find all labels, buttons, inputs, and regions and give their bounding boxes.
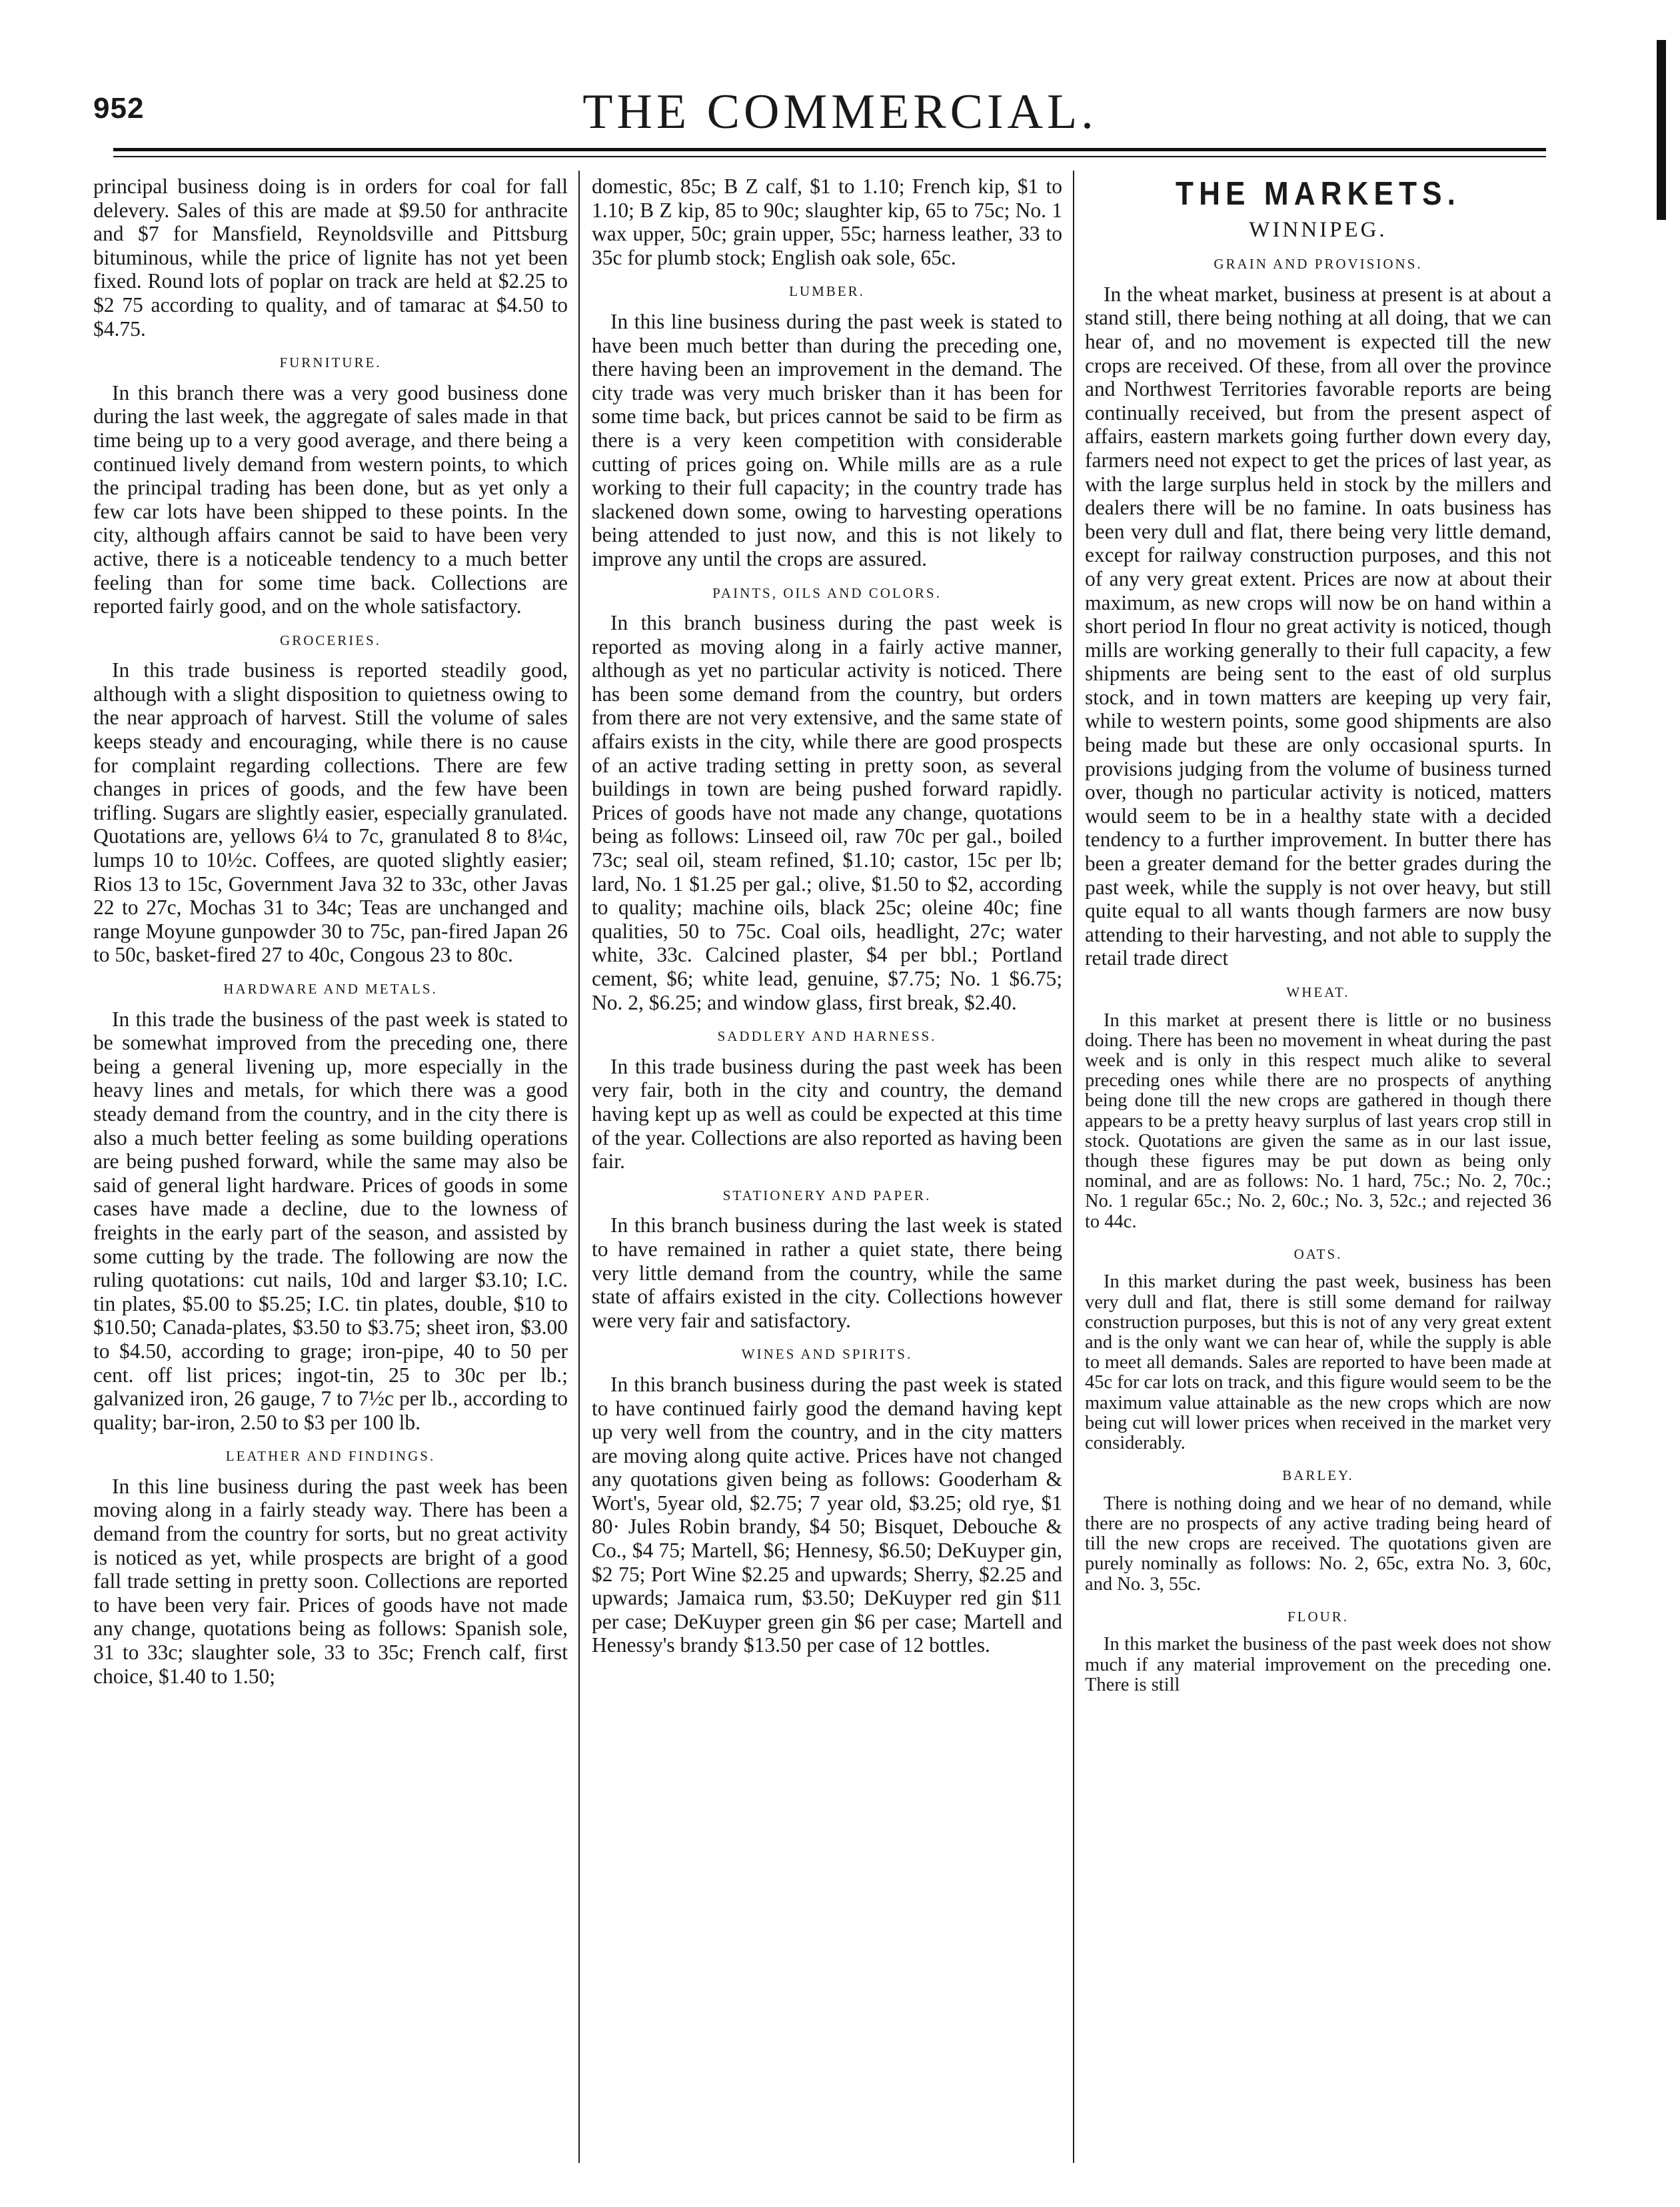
section-heading-stationery: STATIONERY AND PAPER. — [722, 1187, 932, 1203]
saddlery-paragraph: In this trade business during the past week has been very fair, both in the city and country, the demand having kept up as well as could be expected at this time of the year. Collections are also reported as having been fair. — [592, 1054, 1062, 1173]
groceries-paragraph: In this trade business is reported steadily good, although with a slight disposition to quietness owing to the near approach of harvest. Still the volume of sales keeps steady and encouraging, while there is no cause for complaint regarding collections. There are few changes in prices of goods, and the few have been trifling. Sugars are slightly easier, especially granulated. Quotations are, yellows 6¼ to 7c, granulated 8 to 8¼c, lumps 10 to 10½c. Coffees, are quoted slightly easier; Rios 13 to 15c, Government Java 32 to 33c, other Javas 22 to 27c, Mochas 31 to 34c; Teas are unchanged and range Moyune gunpowder 30 to 75c, pan-fired Japan 26 to 50c, basket-fired 27 to 40c, Congous 23 to 80c. — [93, 658, 568, 967]
section-heading-flour: FLOUR. — [1287, 1608, 1349, 1625]
stationery-paragraph: In this branch business during the last week is stated to have remained in rather a quiet state, there being very little demand from the country, while the same state of affairs existed in the city. Collections however were very fair and satisfactory. — [592, 1213, 1062, 1332]
city-heading: WINNIPEG. — [1249, 217, 1387, 242]
coal-paragraph: principal business doing is in orders for coal for fall delevery. Sales of this are made at $9.50 for anthracite and $7 for Mansfield, Reynoldsville and Pittsburg bituminous, while the price of lignite has not yet been fixed. Round lots of poplar on track are held at $2.25 to $2 75 according to quality, and of tamarac at $4.50 to $4.75. — [93, 175, 568, 341]
flour-paragraph: In this market the business of the past week does not show much if any material improvement on the preceding one. There is still — [1085, 1634, 1551, 1695]
section-heading-barley: BARLEY. — [1282, 1467, 1354, 1484]
section-heading-lumber: LUMBER. — [789, 283, 865, 300]
section-heading-furniture: FURNITURE. — [279, 355, 382, 371]
section-heading-groceries: GROCERIES. — [280, 632, 381, 648]
column-3 — [1085, 175, 1551, 1695]
markets-title: THE MARKETS. — [1176, 176, 1461, 212]
section-heading-oats: OATS. — [1293, 1245, 1343, 1262]
column-divider-1 — [578, 171, 580, 2163]
section-heading-wines: WINES AND SPIRITS. — [741, 1346, 913, 1363]
column-divider-2 — [1073, 171, 1074, 2163]
paints-paragraph: In this branch business during the past week is reported as moving along in a fairly active manner, although as yet no particular activity is noticed. There has been some demand from the country, but orders from there are not very extensive, and the same state of affairs exists in the city, while there are good prospects of an active trading setting in pretty soon, as several buildings in town are being pushed forward rapidly. Prices of goods have not made any change, quotations being as follows: Linseed oil, raw 70c per gal., boiled 73c; seal oil, steam refined, $1.10; castor, 15c per lb; lard, No. 1 $1.25 per gal.; olive, $1.50 to $2, according to quality; machine oils, black 25c; oleine 40c; fine qualities, 50 to 75c. Coal oils, headlight, 27c; water white, 33c. Calcined plaster, $4 per bbl.; Portland cement, $6; white lead, genuine, $7.75; No. 1 $6.75; No. 2, $6.25; and window glass, first break, $2.40. — [592, 611, 1062, 1014]
grain-paragraph: In the wheat market, business at present is at about a stand still, there being nothing at all doing, that we can hear of, and no movement is expected till the new crops are received. Of these, from all over the province and Northwest Territories favorable reports are being continually received, but from the present aspect of affairs, eastern markets going further down every day, farmers need not expect to get the prices of last year, as with the large surplus held in stock by the millers and dealers there will be no famine. In oats business has been very dull and flat, there being very little demand, except for railway construction purposes, and this not of any very great extent. Prices are now at about their maximum, as new crops will now be on hand within a short period In flour no great activity is noticed, though mills are working generally to their full capacity, a few shipments are being sent to the east of old surplus stock, and in town matters are keeping up very fair, while to western points, some good shipments are also being made but these are only occasional spurts. In provisions judging from the volume of business turned over, though no particular activity is noticed, matters would seem to be in a healthy state with a decided tendency to a further improvement. In butter there has been a greater demand for the better grades during the past week, while the supply is not over heavy, but still quite equal to all wants though farmers are now busy attending to their harvesting, and not able to supply the retail trade direct — [1085, 282, 1551, 970]
hardware-paragraph: In this trade the business of the past week is stated to be somewhat improved from the preceding one, there being a general livening up, more especially in the heavy lines and metals, for which there was a good steady demand from the country, and in the city there is also a much better feeling as some building operations are being pushed forward, while the same may also be said of general light hardware. Prices of goods in some cases have made a decline, due to the lowness of freights in the early part of the season, and assisted by some cutting by the trade. The following are now the ruling quotations: cut nails, 10d and larger $3.10; I.C. tin plates, $5.00 to $5.25; I.C. tin plates, double, $10 to $10.50; Canada-plates, $3.50 to $3.75; sheet iron, $3.00 to $4.50, according to grage; iron-pipe, 40 to 50 per cent. off list prices; ingot-tin, 25 to 30c per lb.; galvanized iron, 26 gauge, 7 to 7½c per lb., according to quality; bar-iron, 2.50 to $3 per 100 lb. — [93, 1007, 568, 1434]
page-number: 952 — [93, 92, 145, 125]
masthead: THE COMMERCIAL. — [582, 85, 1098, 139]
column-1 — [93, 175, 568, 1688]
furniture-paragraph: In this branch there was a very good business done during the last week, the aggregate of sales made in that time being up to a very good average, and there being a continued lively demand from western points, to which the principal trading has been done, but as yet only a few car lots have been shipped to these points. In the city, although affairs cannot be said to have been very active, there is a noticeable tendency to a much better feeling than for some time back. Collections are reported fairly good, and on the whole satisfactory. — [93, 380, 568, 618]
section-heading-saddlery: SADDLERY AND HARNESS. — [717, 1028, 937, 1045]
oats-paragraph: In this market during the past week, business has been very dull and flat, there is still some demand for railway construction purposes, but this is not of any very great extent and is the only want we can hear of, while the supply is able to meet all demands. Sales are reported to have been made at 45c for car lots on track, and this figure would seem to be the maximum value attainable as the new crops which are now being cut will lower prices when received in the market very considerably. — [1085, 1271, 1551, 1454]
masthead-rule-thick — [113, 148, 1546, 151]
leather-paragraph: In this line business during the past week has been moving along in a fairly steady way. There has been a demand from the country for sorts, but no great activity is noticed as yet, while prospects are bright of a good fall trade setting in pretty soon. Collections are reported to have been very fair. Prices of goods have not made any change, quotations being as follows: Spanish sole, 31 to 33c; slaughter sole, 33 to 35c; French calf, first choice, $1.40 to 1.50; — [93, 1474, 568, 1688]
column-2 — [592, 175, 1062, 1657]
wheat-paragraph: In this market at present there is little or no business doing. There has been no movement in wheat during the past week and is only in this respect much alike to several preceding ones while there are no prospects of anything being done till the new crops are gathered in though there appears to be a pretty heavy surplus of last years crop still in stock. Quotations are given the same as in our last issue, though these figures may be put down as being only nominal, and are as follows: No. 1 hard, 75c.; No. 2, 70c.; No. 1 regular 65c.; No. 2, 60c.; No. 3, 52c.; and rejected 36 to 44c. — [1085, 1010, 1551, 1232]
wines-paragraph: In this branch business during the past week is stated to have continued fairly good the demand having kept up very well from the country, and in the city matters are moving along quite active. Prices have not changed any quotations given being as follows: Gooderham & Wort's, 5year old, $2.75; 7 year old, $3.25; old rye, $1 80· Jules Robin brandy, $4 50; Bisquet, Debouche & Co., $4 75; Martell, $6; Hennesy, $6.50; DeKuyper gin, $2 75; Port Wine $2.25 and upwards; Sherry, $2.25 and upwards; Jamaica rum, $3.50; DeKuyper red gin $11 per case; DeKuyper green gin $6 per case; Martell and Henessy's brandy $13.50 per case of 12 bottles. — [592, 1372, 1062, 1657]
section-heading-hardware: HARDWARE AND METALS. — [223, 981, 438, 997]
lumber-paragraph: In this line business during the past week is stated to have been much better than during the preceding one, there having been an improvement in the demand. The city trade was very much brisker than it has been for some time back, but prices cannot be said to be firm as there is a very keen competition with considerable cutting of prices going on. While mills are as a rule working to their full capacity; in the country trade has slackened down some, owing to harvesting operations being attended to just now, and this is not likely to improve any until the crops are assured. — [592, 309, 1062, 570]
barley-paragraph: There is nothing doing and we hear of no demand, while there are no prospects of any active trading being heard of till the new crops are received. The quotations given are purely nominally as follows: No. 2, 65c, extra No. 3, 60c, and No. 3, 55c. — [1085, 1493, 1551, 1595]
leather-prices-paragraph: domestic, 85c; B Z calf, $1 to 1.10; French kip, $1 to 1.10; B Z kip, 85 to 90c; slaughter kip, 65 to 75c; No. 1 wax upper, 50c; grain upper, 55c; harness leather, 33 to 35c for plumb stock; English oak sole, 65c. — [592, 175, 1062, 269]
section-heading-wheat: WHEAT. — [1286, 984, 1350, 1000]
section-heading-paints: PAINTS, OILS AND COLORS. — [712, 584, 942, 601]
section-heading-grain: GRAIN AND PROVISIONS. — [1214, 256, 1423, 273]
section-heading-leather: LEATHER AND FINDINGS. — [225, 1448, 436, 1465]
masthead-rule-thin — [113, 156, 1546, 157]
